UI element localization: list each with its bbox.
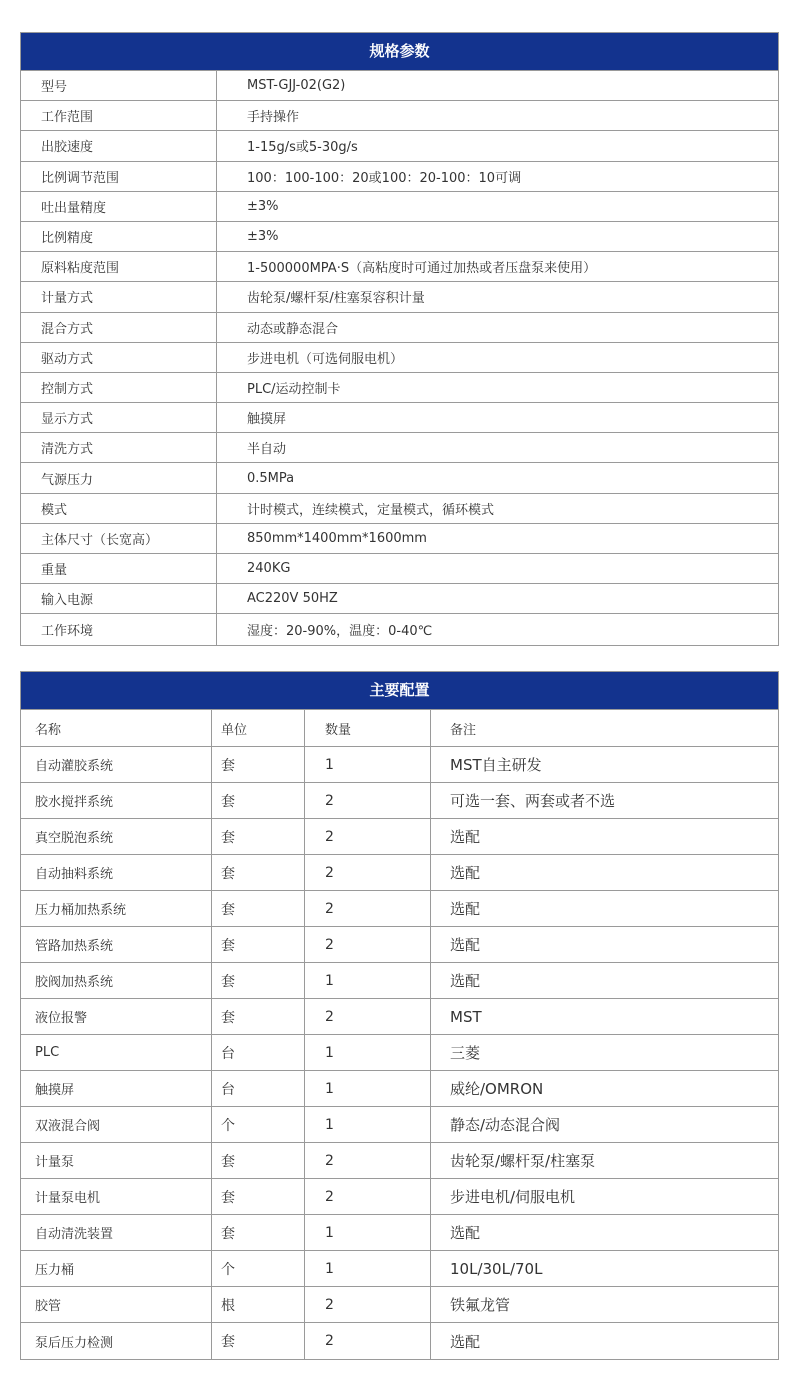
config-note: 齿轮泵/螺杆泵/柱塞泵 (450, 1152, 596, 1170)
config-unit: 套 (212, 927, 305, 962)
config-name: 胶水搅拌系统 (21, 783, 212, 818)
spec-row (21, 494, 778, 524)
config-unit: 套 (212, 783, 305, 818)
config-row (21, 1251, 778, 1287)
header-unit: 单位 (212, 710, 305, 746)
config-name: 计量泵 (21, 1143, 212, 1178)
spec-value: 齿轮泵/螺杆泵/柱塞泵容积计量 (247, 291, 425, 307)
config-note: 三菱 (450, 1044, 481, 1062)
config-unit: 套 (212, 747, 305, 782)
config-name: 自动抽料系统 (21, 855, 212, 890)
config-qty: 2 (305, 1143, 431, 1178)
spec-value: 触摸屏 (247, 412, 287, 428)
config-note: 选配 (450, 900, 481, 918)
spec-label: 驱动方式 (21, 343, 217, 372)
config-row (21, 999, 778, 1035)
config-unit: 套 (212, 1143, 305, 1178)
config-note: 可选一套、两套或者不选 (450, 792, 616, 810)
spec-value: 步进电机（可选伺服电机） (247, 351, 404, 367)
config-qty: 1 (305, 1215, 431, 1250)
spec-value: 1-15g/s或5-30g/s (247, 140, 358, 156)
config-name: 泵后压力检测 (21, 1323, 212, 1359)
config-note: 静态/动态混合阀 (450, 1116, 561, 1134)
spec-label: 混合方式 (21, 313, 217, 342)
config-name: PLC (21, 1035, 212, 1070)
spec-value: 0.5MPa (247, 470, 295, 486)
spec-row (21, 343, 778, 373)
config-qty: 2 (305, 1287, 431, 1322)
spec-row (21, 101, 778, 131)
spec-value: 半自动 (247, 442, 287, 458)
config-name: 计量泵电机 (21, 1179, 212, 1214)
config-row (21, 1107, 778, 1143)
config-row (21, 927, 778, 963)
config-row (21, 891, 778, 927)
spec-row (21, 192, 778, 222)
config-note: 铁氟龙管 (450, 1296, 511, 1314)
config-row (21, 1179, 778, 1215)
header-qty: 数量 (305, 710, 431, 746)
spec-table (20, 32, 779, 646)
header-name: 名称 (21, 710, 212, 746)
spec-label: 清洗方式 (21, 433, 217, 462)
config-name: 管路加热系统 (21, 927, 212, 962)
spec-value: AC220V 50HZ (247, 591, 338, 607)
spec-value: MST-GJJ-02(G2) (247, 78, 346, 94)
spec-row (21, 313, 778, 343)
spec-row (21, 373, 778, 403)
config-name: 真空脱泡系统 (21, 819, 212, 854)
config-unit: 个 (212, 1251, 305, 1286)
config-unit: 台 (212, 1071, 305, 1106)
spec-label: 工作范围 (21, 101, 217, 130)
spec-row (21, 584, 778, 614)
config-unit: 台 (212, 1035, 305, 1070)
spec-value: 计时模式，连续模式，定量模式，循环模式 (247, 502, 495, 518)
config-unit: 套 (212, 1179, 305, 1214)
config-name: 自动清洗装置 (21, 1215, 212, 1250)
spec-value: 850mm*1400mm*1600mm (247, 530, 427, 546)
config-qty: 2 (305, 927, 431, 962)
config-unit: 套 (212, 1323, 305, 1359)
spec-row (21, 524, 778, 554)
config-name: 压力桶 (21, 1251, 212, 1286)
config-note: 选配 (450, 1332, 481, 1351)
config-qty: 2 (305, 891, 431, 926)
config-header-row (21, 710, 778, 747)
config-note: 选配 (450, 1224, 481, 1242)
config-name: 压力桶加热系统 (21, 891, 212, 926)
config-row (21, 1071, 778, 1107)
config-unit: 套 (212, 891, 305, 926)
spec-label: 吐出量精度 (21, 192, 217, 221)
config-name: 胶阀加热系统 (21, 963, 212, 998)
spec-label: 输入电源 (21, 584, 217, 613)
config-note: 10L/30L/70L (450, 1259, 543, 1278)
config-row (21, 963, 778, 999)
spec-label: 比例精度 (21, 222, 217, 251)
spec-table-title: 规格参数 (21, 33, 778, 71)
spec-rows (21, 71, 778, 645)
config-row (21, 1143, 778, 1179)
spec-row (21, 403, 778, 433)
config-note: 步进电机/伺服电机 (450, 1188, 576, 1206)
config-note: 选配 (450, 972, 481, 990)
config-name: 自动灌胶系统 (21, 747, 212, 782)
config-note: 选配 (450, 936, 481, 954)
config-qty: 1 (305, 963, 431, 998)
config-note: 选配 (450, 828, 481, 846)
spec-row (21, 252, 778, 282)
config-row (21, 819, 778, 855)
config-qty: 2 (305, 819, 431, 854)
spec-label: 原料粘度范围 (21, 252, 217, 281)
spec-row (21, 554, 778, 584)
spec-row (21, 614, 778, 644)
spec-label: 主体尺寸（长宽高） (21, 524, 217, 553)
spec-value: ±3% (247, 229, 279, 245)
config-unit: 个 (212, 1107, 305, 1142)
config-name: 触摸屏 (21, 1071, 212, 1106)
config-qty: 2 (305, 1179, 431, 1214)
spec-label: 计量方式 (21, 282, 217, 311)
spec-label: 工作环境 (21, 614, 217, 644)
spec-value: 动态或静态混合 (247, 321, 339, 337)
config-qty: 1 (305, 747, 431, 782)
config-name: 双液混合阀 (21, 1107, 212, 1142)
config-table-title: 主要配置 (21, 672, 778, 710)
config-unit: 套 (212, 819, 305, 854)
config-name: 胶管 (21, 1287, 212, 1322)
config-note: 选配 (450, 864, 481, 882)
config-row (21, 1287, 778, 1323)
spec-label: 重量 (21, 554, 217, 583)
config-qty: 2 (305, 783, 431, 818)
config-qty: 2 (305, 855, 431, 890)
spec-row (21, 222, 778, 252)
config-row (21, 783, 778, 819)
config-qty: 1 (305, 1251, 431, 1286)
spec-value: 240KG (247, 561, 291, 577)
config-row (21, 1323, 778, 1359)
config-qty: 1 (305, 1071, 431, 1106)
config-row (21, 1035, 778, 1071)
spec-value: PLC/运动控制卡 (247, 381, 341, 397)
spec-value: 手持操作 (247, 110, 300, 126)
spec-label: 出胶速度 (21, 131, 217, 160)
config-row (21, 1215, 778, 1251)
spec-value: 1-500000MPA·S（高粘度时可通过加热或者压盘泵来使用） (247, 261, 597, 277)
config-row (21, 747, 778, 783)
config-qty: 2 (305, 999, 431, 1034)
spec-row (21, 282, 778, 312)
spec-row (21, 433, 778, 463)
config-note: MST (450, 1007, 482, 1026)
spec-label: 模式 (21, 494, 217, 523)
spec-row (21, 71, 778, 101)
config-unit: 套 (212, 999, 305, 1034)
header-note: 备注 (450, 722, 477, 738)
config-unit: 套 (212, 1215, 305, 1250)
config-unit: 套 (212, 963, 305, 998)
spec-label: 气源压力 (21, 463, 217, 492)
spec-row (21, 131, 778, 161)
config-row (21, 855, 778, 891)
spec-label: 比例调节范围 (21, 162, 217, 191)
spec-value: 100：100-100：20或100：20-100：10可调 (247, 170, 522, 186)
spec-row (21, 463, 778, 493)
config-name: 液位报警 (21, 999, 212, 1034)
spec-value: ±3% (247, 198, 279, 214)
config-table (20, 671, 779, 1360)
spec-label: 控制方式 (21, 373, 217, 402)
spec-value: 湿度：20-90%，温度：0-40℃ (247, 623, 433, 639)
config-qty: 1 (305, 1035, 431, 1070)
config-note: MST自主研发 (450, 756, 542, 774)
spec-label: 型号 (21, 71, 217, 100)
config-unit: 根 (212, 1287, 305, 1322)
config-note: 威纶/OMRON (450, 1080, 544, 1098)
config-qty: 2 (305, 1323, 431, 1359)
config-qty: 1 (305, 1107, 431, 1142)
spec-label: 显示方式 (21, 403, 217, 432)
config-unit: 套 (212, 855, 305, 890)
config-rows (21, 747, 778, 1359)
spec-row (21, 162, 778, 192)
